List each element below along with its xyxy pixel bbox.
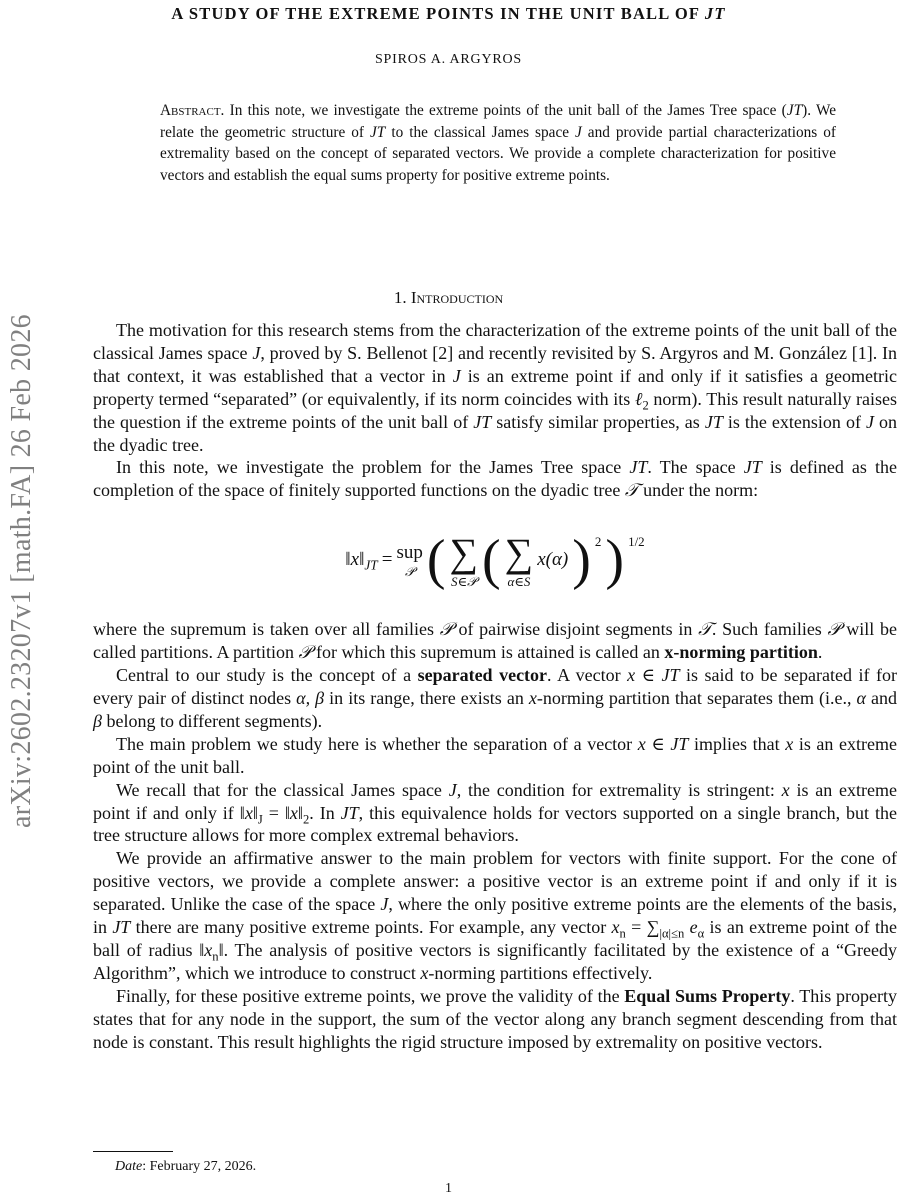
- text-run: , this equivalence holds for vectors supported on a single branch, but the tree structure allows for more complex extremal behaviors.: [93, 802, 897, 846]
- inner-sub: α∈S: [507, 573, 531, 589]
- paragraph: [93, 618, 897, 664]
- math: x: [785, 733, 794, 754]
- text-run: ∈: [635, 665, 662, 686]
- paragraph: [93, 779, 897, 848]
- sum-sign: ∑: [449, 529, 479, 575]
- footnote-label: Date: [115, 1159, 143, 1174]
- text-run: -norming partitions effectively.: [428, 962, 653, 983]
- sup-sub: 𝒫: [404, 563, 415, 579]
- subscript: α: [697, 926, 705, 941]
- outer-sub: S∈𝒫: [451, 573, 477, 589]
- bold-term: separated vector: [417, 665, 548, 686]
- abstract-label: Abstract.: [160, 102, 225, 119]
- math: 𝒯: [624, 480, 639, 501]
- text-run: is an extreme point if and only if it satisfies a geometric property termed “separated” (or equivalently, if its norm coincides with its: [93, 365, 897, 409]
- text-run: there are many positive extreme points. For example, any vector: [130, 917, 612, 938]
- math: JT: [704, 411, 723, 432]
- math: x: [781, 779, 790, 800]
- math: 𝒫: [298, 642, 312, 663]
- title-text: A STUDY OF THE EXTREME POINTS IN THE UNIT BALL OF: [171, 4, 705, 23]
- section-heading: [0, 288, 897, 308]
- subscript: J: [257, 811, 263, 826]
- math: JT: [670, 733, 689, 754]
- paragraph: [93, 847, 897, 984]
- math: JT: [112, 917, 131, 938]
- norm: ‖x‖: [345, 549, 365, 571]
- text-run: Finally, for these positive extreme points, we prove the validity of the: [116, 985, 625, 1006]
- display-formula: [93, 502, 897, 618]
- math: J: [865, 411, 874, 432]
- math: 𝒫: [827, 619, 841, 640]
- subscript: 2: [302, 811, 310, 826]
- math: α: [856, 687, 866, 708]
- math: J: [380, 894, 389, 915]
- text-run: is an extreme point of the ball of radius ‖: [93, 917, 897, 960]
- math: α, β: [296, 687, 325, 708]
- math: J: [252, 342, 261, 363]
- text-run: and provide partial characterizations of extremality based on the concept of separated vectors. We provide a complete characterization for positive vectors and establish the equal sums property for positive extreme points.: [160, 123, 836, 184]
- text-run: In this note, we investigate the extreme points of the unit ball of the James Tree space (: [229, 102, 787, 119]
- math: J: [448, 779, 457, 800]
- arxiv-identifier: arXiv:2602.23207v1 [math.FA] 26 Feb 2026: [6, 314, 37, 828]
- text-run: . In: [309, 802, 341, 823]
- title-math: JT: [704, 4, 726, 23]
- paragraph: [93, 456, 897, 502]
- page-number: 1: [445, 1181, 452, 1196]
- text-run: -norming partition that separates them (i.e.,: [536, 687, 857, 708]
- text-run: in its range, there exists an: [324, 687, 529, 708]
- math: ℓ: [634, 388, 643, 409]
- math: x: [289, 802, 298, 823]
- text-run: = ∑: [625, 917, 660, 938]
- math: β: [93, 710, 102, 731]
- text-run: where the supremum is taken over all families: [93, 619, 440, 640]
- text-run: ). We relate the geometric structure of: [160, 102, 836, 141]
- text-run: for which this supremum is attained is called an: [311, 642, 665, 663]
- subscript: n: [619, 926, 626, 941]
- text-run: is said to be separated if for every pair of distinct nodes: [93, 665, 897, 708]
- sum-sign: ∑: [504, 529, 534, 575]
- footnote: [115, 1158, 897, 1176]
- text-run: is defined as the completion of the space of finitely supported functions on the dyadic tree: [93, 457, 897, 501]
- math: JT: [786, 102, 803, 119]
- text-run: will be called partitions. A partition: [93, 619, 897, 663]
- math: e: [689, 917, 698, 938]
- main-body: [93, 319, 897, 1200]
- exponent: 2: [594, 534, 602, 550]
- text-run: . A vector: [547, 665, 628, 686]
- summand: x(α): [537, 549, 569, 571]
- text-run: norm). This result naturally raises the question if the extreme points of the unit ball of: [93, 388, 897, 432]
- paren: ): [605, 529, 625, 592]
- bold-term: Equal Sums Property: [624, 985, 791, 1006]
- bold-term: x-norming partition: [664, 642, 818, 663]
- paragraph: [93, 664, 897, 733]
- text-run: = ‖: [262, 802, 290, 823]
- author: SPIROS A. ARGYROS: [374, 52, 523, 67]
- text-run: The main problem we study here is whether the separation of a vector: [116, 733, 638, 754]
- text-run: . Such families: [711, 619, 828, 640]
- sup: sup: [396, 541, 423, 563]
- text-run: ∈: [645, 733, 671, 754]
- text-run: In this note, we investigate the problem for the James Tree space: [116, 457, 630, 478]
- math: JT: [661, 665, 680, 686]
- text-run: satisfy similar properties, as: [491, 411, 705, 432]
- text-run: , the condition for extremality is stringent:: [456, 779, 782, 800]
- text-run: to the classical James space: [385, 123, 576, 141]
- footnote-text: : February 27, 2026.: [142, 1159, 257, 1174]
- section-number: 1.: [393, 288, 407, 307]
- math: x: [637, 733, 646, 754]
- text-run: We provide an affirmative answer to the main problem for vectors with finite support. For the cone of positive vectors, we provide a complete answer: a positive vector is an extreme point if and only if it is separated. Unlike the case of the space: [93, 848, 897, 915]
- paren: (: [426, 529, 446, 592]
- text-run: The motivation for this research stems from the characterization of the extreme points of the unit ball of the classical James space: [93, 320, 897, 363]
- abstract: [160, 100, 836, 186]
- math: J: [575, 123, 582, 141]
- paragraph: [93, 985, 897, 1054]
- math: x: [420, 962, 429, 983]
- subscript: |α|≤n: [659, 926, 685, 941]
- equals: =: [381, 549, 393, 571]
- footnote-rule: [93, 1151, 173, 1152]
- norm-sub: JT: [364, 557, 378, 573]
- text-run: .: [817, 642, 823, 663]
- text-run: ‖: [252, 802, 258, 823]
- math: JT: [340, 802, 359, 823]
- text-run: is an extreme point of the unit ball.: [93, 733, 897, 777]
- subscript: n: [212, 949, 219, 964]
- subscript: 2: [642, 398, 649, 413]
- paragraph: [93, 733, 897, 779]
- text-run: . The space: [647, 457, 744, 478]
- text-run: Central to our study is the concept of a: [116, 665, 418, 686]
- math: x: [627, 665, 636, 686]
- math: x: [528, 687, 537, 708]
- text-run: is an extreme point if and only if ‖: [93, 779, 897, 823]
- text-run: belong to different segments).: [101, 710, 323, 731]
- math: x: [244, 802, 253, 823]
- paren: ): [572, 529, 591, 592]
- math: J: [452, 365, 461, 386]
- math: JT: [743, 457, 762, 478]
- text-run: ‖: [297, 802, 303, 823]
- exponent: 1/2: [628, 534, 645, 550]
- text-run: on the dyadic tree.: [93, 411, 897, 455]
- math: JT: [629, 457, 648, 478]
- text-run: . This property states that for any node in the support, the sum of the vector along any branch segment descending from that node is constant. This result highlights the rigid structure imposed by extremality on positive vectors.: [93, 985, 897, 1052]
- math: JT: [473, 411, 492, 432]
- math: 𝒯: [698, 619, 712, 640]
- section-title: Introduction: [410, 288, 504, 307]
- paper-title: [0, 4, 897, 24]
- math: x: [204, 939, 213, 960]
- text-run: , where the only positive extreme points are the elements of the basis, in: [93, 894, 897, 938]
- math: JT: [370, 123, 386, 141]
- text-run: under the norm:: [638, 480, 759, 501]
- text-run: is the extension of: [722, 411, 866, 432]
- math: x: [611, 917, 620, 938]
- abstract-body: [160, 102, 836, 184]
- text-run: and: [865, 687, 897, 708]
- page-footer: [93, 1135, 897, 1200]
- math: 𝒫: [439, 619, 453, 640]
- text-run: , proved by S. Bellenot [2] and recently revisited by S. Argyros and M. González [1]. In that context, it was established that a vector in: [93, 342, 897, 386]
- text-run: We recall that for the classical James space: [116, 779, 449, 800]
- paragraph: [93, 319, 897, 456]
- text-run: of pairwise disjoint segments in: [452, 619, 699, 640]
- text-run: implies that: [688, 733, 786, 754]
- text-run: ‖. The analysis of positive vectors is significantly facilitated by the existence of a “Greedy Algorithm”, which we introduce to construct: [93, 939, 897, 983]
- paren: (: [482, 529, 501, 592]
